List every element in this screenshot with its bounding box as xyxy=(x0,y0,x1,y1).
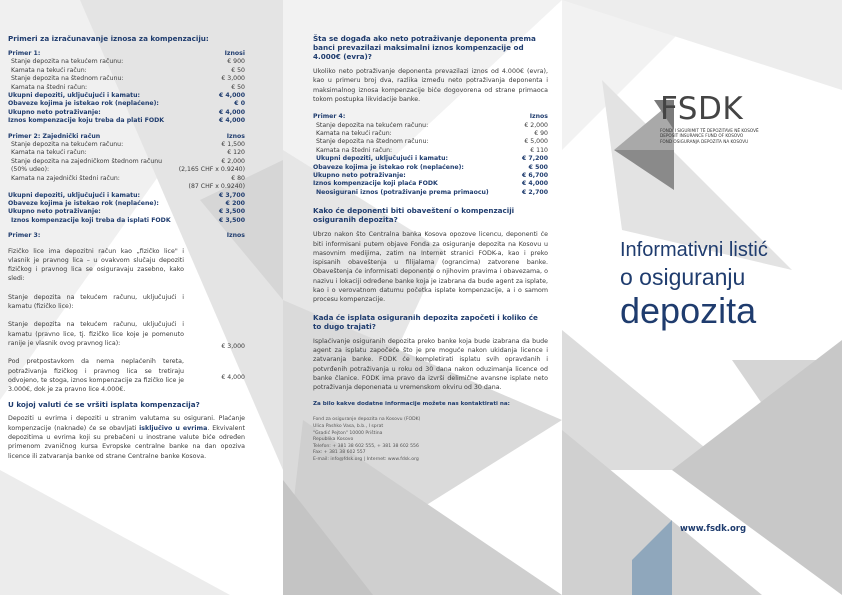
table-row xyxy=(8,149,245,157)
row-value: € 500 xyxy=(528,163,548,171)
row-label: Stanje depozita na tekućem računu: xyxy=(11,58,124,66)
table-row-total xyxy=(8,100,245,108)
table-row xyxy=(8,166,245,174)
row-label: Ukupni depoziti, uključujući i kamatu: xyxy=(316,155,448,163)
row-label: Obaveze kojima je istekao rok (neplaćene): xyxy=(8,100,159,108)
row-value: € 110 xyxy=(530,146,548,154)
example4-amount-header: Iznos xyxy=(529,113,548,121)
example3-block xyxy=(8,247,245,395)
row-value: € 900 xyxy=(227,58,245,66)
currency-text-bold: isključivo u evrima xyxy=(139,424,208,432)
panel-middle-content xyxy=(313,34,548,464)
row-value: € 3,500 xyxy=(218,216,245,224)
row-value: € 50 xyxy=(231,83,245,91)
currency-heading: U kojoj valuti će se vršiti isplata kompenzacija? xyxy=(8,400,200,410)
row-label: Ukupni depoziti, uključujući i kamatu: xyxy=(8,92,140,100)
table-row-total xyxy=(313,164,548,172)
contact-line: E-mail: info@fdsk.org | Internet: www.fdsk.org xyxy=(313,456,419,462)
currency-text: Depoziti u evrima i depoziti u stranim valutama su osigurani. Plaćanje kompenzacije (naknade) će se obavljati xyxy=(8,415,245,432)
cover-title-line2: o osiguranju xyxy=(620,264,746,290)
row-label: (50% udeo): xyxy=(11,166,50,174)
row-label: Stanje depozita na tekućem računu: xyxy=(11,141,124,149)
row-value: € 1,500 xyxy=(221,141,245,149)
table-row xyxy=(8,58,245,66)
row-label xyxy=(8,183,11,191)
example4-header xyxy=(313,113,548,121)
examples-title: Primeri za izračunavanje iznosa za kompenzaciju: xyxy=(8,34,209,43)
row-label: Ukupno neto potraživanje: xyxy=(8,108,101,116)
row-label: Iznos kompenzacije koji plaća FODK xyxy=(313,180,438,188)
panel-left xyxy=(0,0,283,595)
contact-line: "Gradić Pejton" 10000 Priština xyxy=(313,430,383,436)
row-value: € 4,000 xyxy=(521,180,548,188)
table-row-total xyxy=(8,192,245,200)
panel-middle xyxy=(283,0,562,595)
row-label: Kamata na tekući račun: xyxy=(11,66,87,74)
row-label: Obaveze kojima je istekao rok (neplaćene): xyxy=(8,199,159,207)
table-row xyxy=(8,84,245,92)
logo-line: FOND OSIGURANJA DEPOZITA NA KOSOVU xyxy=(660,138,749,144)
table-row xyxy=(313,122,548,130)
row-value: € 2,000 xyxy=(524,121,548,129)
row-label: Kamata na štedni račun: xyxy=(11,83,88,91)
table-row xyxy=(8,158,245,166)
question-payout-heading: Kada će isplata osiguranih depozita započeti i koliko će to dugo trajati? xyxy=(313,312,538,331)
contact-line: Republika Kosovo xyxy=(313,437,354,443)
row-value: (2,165 CHF x 0.9240) xyxy=(178,166,245,174)
row-label: Stanje depozita na zajedničkom štednom računu xyxy=(11,157,163,165)
row-value: € 4,000 xyxy=(218,108,245,116)
cover-title-line1: Informativni listić xyxy=(620,239,768,261)
example3-header xyxy=(8,232,245,240)
row-value: € 80 xyxy=(231,174,245,182)
contact-line: Ulica Pashko Vasa, b.b., I sprat xyxy=(313,424,384,429)
example2-amount-header: Iznos xyxy=(226,132,245,140)
row-value: € 4,000 xyxy=(218,117,245,125)
example3-paragraph: Stanje depozita na tekućem računu, uključujući i kamatu (fizičko lice): xyxy=(8,293,184,311)
logo xyxy=(660,92,759,144)
table-row-total xyxy=(8,117,245,125)
example4-title: Primer 4: xyxy=(313,113,346,121)
example3-paragraph: Fizičko lice ima depozitni račun kao „fizičko lice" i vlasnik je pravnog lica – u ovakvom slučaju depoziti fizičkog i pravnog lica se osiguravaju zasebno, kako sledi: xyxy=(8,247,184,283)
table-row-total xyxy=(313,155,548,163)
row-label: Obaveze kojima je istekao rok (neplaćene): xyxy=(313,163,464,171)
example1-title: Primer 1: xyxy=(8,50,41,57)
logo-text: FSDK xyxy=(660,91,744,127)
row-value: € 7,200 xyxy=(521,155,548,163)
row-label: Kamata na tekući račun: xyxy=(11,149,87,157)
table-row xyxy=(8,67,245,75)
table-row xyxy=(8,175,245,183)
row-label: Neosigurani iznos (potraživanje prema primaocu) xyxy=(316,188,489,196)
contact-heading: Za bilo kakve dodatne informacije možete nas kontaktirati na: xyxy=(313,401,510,408)
row-value: € 6,700 xyxy=(521,172,548,180)
row-value: € 5,000 xyxy=(524,138,548,146)
table-row-total xyxy=(313,180,548,188)
table-row-total xyxy=(8,208,245,216)
table-row-total xyxy=(8,217,245,225)
example2-title: Primer 2: Zajednički račun xyxy=(8,132,101,140)
logo-line: DEPOSIT INSURANCE FUND OF KOSOVO xyxy=(660,133,744,139)
row-label: Kamata na štedni račun: xyxy=(316,146,393,154)
example3-amount-header: Iznos xyxy=(226,232,245,240)
row-value: (87 CHF x 0.9240) xyxy=(188,183,245,191)
currency-paragraph xyxy=(8,414,245,460)
contact-block xyxy=(313,417,548,463)
notification-paragraph: Ubrzo nakon što Centralna banka Kosova opozove licencu, deponenti će biti informisani putem objave Fonda za osiguranje depozita na Kosovu u masovnim medijima, zatim na Internet stranici FODK-a, kao i preko ispisanih obaveštenja u filijalama (ograncima) zatvorene banke. Obaveštenja će informisati deponente o njihovim pravima i obavezama, o nazivu i lokaciji određene banke koja je izabrana da bude agent za isplate, kao i o verovatnom datumu početka isplate kompenzacije, a i o samom procesu kompenzacije. xyxy=(313,231,548,304)
row-value: € 2,000 xyxy=(221,157,245,165)
table-row xyxy=(313,138,548,146)
example3-values xyxy=(185,247,245,395)
payout-paragraph: Isplaćivanje osiguranih depozita preko banke koja bude izabrana da bude agent za isplatu započeće što je pre moguće nakon ukidanja licence i zatvaranja banke. FODK će kompletirati isplatu svih opravdanih i potvrđenih potraživanja u roku od 30 dana nakon oduzimanja licence od banke članice. FODK ima pravo da izvrši delimične avansne isplate neto potraživanja deponenata u vremenskom okviru od 30 dana. xyxy=(313,337,548,392)
row-label: Ukupni depoziti, uključujući i kamatu: xyxy=(8,191,140,199)
cover-title xyxy=(620,238,768,331)
question-notification-heading: Kako će deponenti biti obaveštení o kompenzaciji osiguranih depozita? xyxy=(313,206,515,225)
panel-cover xyxy=(562,0,842,595)
row-value: € 90 xyxy=(534,130,548,137)
example2-header xyxy=(8,133,245,141)
example3-paragraph: Pod pretpostavkom da nema neplaćenih tereta, potraživanja fizičkog i pravnog lica se tretiraju odvojeno, te stoga, iznos kompenzacije za fizičko lice je 3.000€, dok je za pravno lice 4.000€. xyxy=(8,358,184,394)
row-label: Stanje depozita na štednom računu: xyxy=(11,75,124,83)
row-value: € 3,000 xyxy=(221,75,245,83)
row-value: € 120 xyxy=(227,149,245,157)
example3-value-natural: € 3,000 xyxy=(221,342,245,350)
row-label: Stanje depozita na štednom računu: xyxy=(316,138,429,146)
contact-line: Fond za osiguranje depozita na Kosovu (FODK) xyxy=(313,417,421,423)
row-value: € 50 xyxy=(231,66,245,74)
example1-amount-header: Iznosi xyxy=(224,50,245,57)
example3-value-legal: € 4,000 xyxy=(221,373,245,381)
row-value: € 200 xyxy=(225,199,245,207)
panel-left-content xyxy=(8,34,245,461)
row-value: € 3,500 xyxy=(218,208,245,216)
table-row-total xyxy=(8,109,245,117)
website-link[interactable]: www.fsdk.org xyxy=(680,524,747,534)
row-value: € 0 xyxy=(234,100,245,108)
row-label: Iznos kompenzacije koji treba da isplati FODK xyxy=(11,216,171,224)
example3-title: Primer 3: xyxy=(8,232,41,240)
currency-text: . Ekvivalent depozitima u evrima koji su prebačeni u inostrane valute biće određen primenom zvaničnog kursa Evropske centralne banke na dan opoziva licence ili zatvaranja banke od strane Centralne banke Kosova. xyxy=(8,424,245,460)
row-label: Iznos kompenzacije koju treba da plati FODK xyxy=(8,117,165,125)
table-row xyxy=(8,183,245,191)
table-row-total xyxy=(313,189,548,197)
table-row xyxy=(8,75,245,83)
logo-subtitle xyxy=(660,128,759,144)
row-value: € 4,000 xyxy=(218,92,245,100)
row-value: € 3,700 xyxy=(218,191,245,199)
row-value: € 2,700 xyxy=(521,188,548,196)
row-label: Kamata na tekući račun: xyxy=(316,130,392,137)
row-label: Ukupno neto potraživanje: xyxy=(8,208,101,216)
row-label: Kamata na zajednički štedni račun: xyxy=(11,174,120,182)
contact-line: Telefon: + 381 38 602 555, + 381 38 602 556 xyxy=(313,443,419,449)
table-row xyxy=(313,147,548,155)
cover-title-line3: depozita xyxy=(620,290,757,331)
example3-text xyxy=(8,247,184,395)
example3-paragraph: Stanje depozita na tekućem računu, uključujući i kamatu (pravno lice, tj. fizičko lice koje je pomenuto ranije je vlasnik ovog pravnog lica): xyxy=(8,321,184,347)
exceeds-paragraph: Ukoliko neto potraživanje deponenta prevazilazi iznos od 4.000€ (evra), kao u primeru broj dva, razlika između neto potraživanja deponenta i maksimalnog iznosa kompenzacije biće dogovorena od strane primaoca tokom postupka likvidacije banke. xyxy=(313,68,548,103)
row-label: Ukupno neto potraživanje: xyxy=(313,172,406,180)
row-label: Stanje depozita na tekućem računu: xyxy=(316,121,429,129)
logo-line: FONDI I SIGURIMIT TË DEPOZITAVE NË KOSOVË xyxy=(660,128,759,133)
question-exceeds-heading: Šta se događa ako neto potraživanje deponenta prema banci prevazilazi maksimalni iznos kompenzacije od 4.000€ (evra)? xyxy=(313,34,536,61)
contact-line: Fax: + 381 38 602 557 xyxy=(313,450,366,456)
